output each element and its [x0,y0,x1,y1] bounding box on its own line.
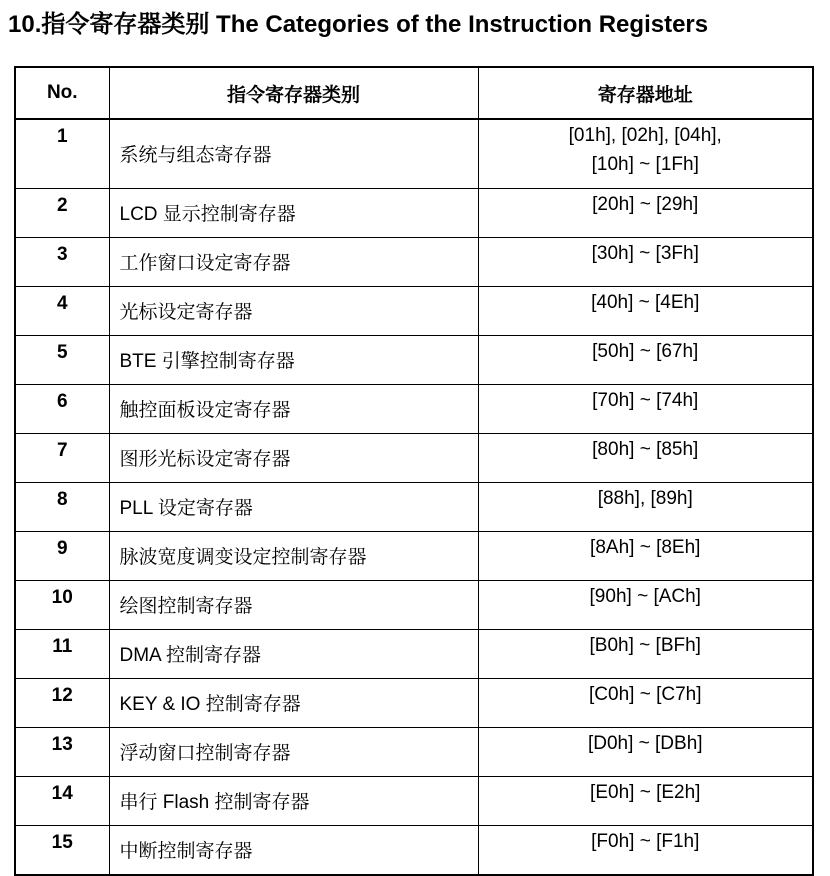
table-row [15,777,813,826]
row-category: 工作窗口设定寄存器 [109,238,478,287]
row-address: [E0h] ~ [E2h] [478,777,813,826]
row-category: PLL 设定寄存器 [109,483,478,532]
row-category: BTE 引擎控制寄存器 [109,336,478,385]
row-category: KEY & IO 控制寄存器 [109,679,478,728]
row-number: 6 [15,385,109,434]
table-row [15,385,813,434]
section-heading: 10.指令寄存器类别 The Categories of the Instruction Registers [8,11,709,38]
table-row [15,189,813,238]
row-address: [C0h] ~ [C7h] [478,679,813,728]
row-number: 14 [15,777,109,826]
row-category: 触控面板设定寄存器 [109,385,478,434]
header-address: 寄存器地址 [478,67,813,119]
row-number: 2 [15,189,109,238]
row-address [478,119,813,189]
row-address: [90h] ~ [ACh] [478,581,813,630]
table-row [15,434,813,483]
row-address: [30h] ~ [3Fh] [478,238,813,287]
row-category: LCD 显示控制寄存器 [109,189,478,238]
row-category: 脉波宽度调变设定控制寄存器 [109,532,478,581]
row-category: 光标设定寄存器 [109,287,478,336]
row-category: 系统与组态寄存器 [109,119,478,189]
row-address-line: [10h] ~ [1Fh] [591,154,699,175]
row-number: 10 [15,581,109,630]
row-category: DMA 控制寄存器 [109,630,478,679]
row-category: 串行 Flash 控制寄存器 [109,777,478,826]
table-row [15,679,813,728]
table-row [15,119,813,189]
table-row [15,532,813,581]
table-row [15,238,813,287]
row-address: [F0h] ~ [F1h] [478,826,813,876]
row-number: 12 [15,679,109,728]
row-number: 4 [15,287,109,336]
row-address: [20h] ~ [29h] [478,189,813,238]
table-row [15,728,813,777]
row-category: 绘图控制寄存器 [109,581,478,630]
row-address: [D0h] ~ [DBh] [478,728,813,777]
row-category: 中断控制寄存器 [109,826,478,876]
header-category: 指令寄存器类别 [109,67,478,119]
row-number: 13 [15,728,109,777]
row-number: 15 [15,826,109,876]
header-no: No. [15,67,109,119]
row-address: [8Ah] ~ [8Eh] [478,532,813,581]
table-row [15,630,813,679]
row-number: 5 [15,336,109,385]
row-number: 7 [15,434,109,483]
row-address: [80h] ~ [85h] [478,434,813,483]
row-address: [70h] ~ [74h] [478,385,813,434]
row-number: 3 [15,238,109,287]
table-row [15,336,813,385]
row-address-line: [01h], [02h], [04h], [568,125,722,146]
table-row [15,483,813,532]
row-number: 8 [15,483,109,532]
row-address: [88h], [89h] [478,483,813,532]
row-address: [40h] ~ [4Eh] [478,287,813,336]
table-header-row [15,67,813,119]
row-address: [B0h] ~ [BFh] [478,630,813,679]
table-row [15,581,813,630]
row-address: [50h] ~ [67h] [478,336,813,385]
table-row [15,287,813,336]
row-category: 浮动窗口控制寄存器 [109,728,478,777]
table-row [15,826,813,876]
registers-table [14,66,814,876]
row-number: 9 [15,532,109,581]
row-number: 11 [15,630,109,679]
row-number: 1 [15,119,109,189]
row-category: 图形光标设定寄存器 [109,434,478,483]
